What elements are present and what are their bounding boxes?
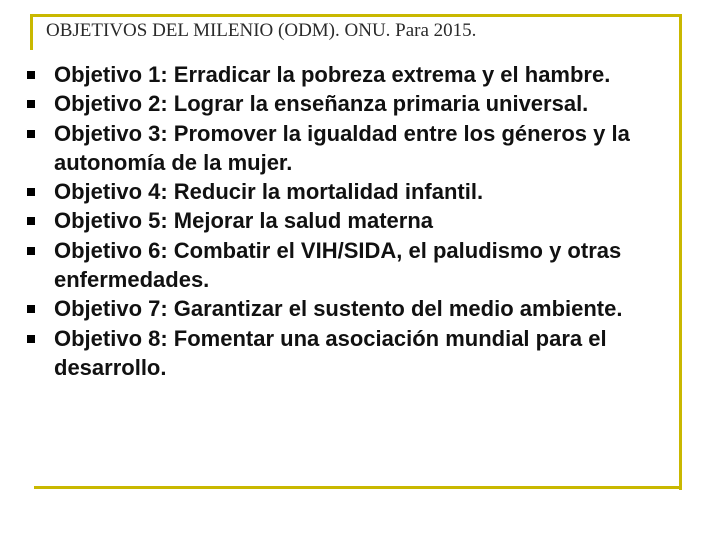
square-bullet-icon — [27, 71, 35, 79]
objective-text: Objetivo 7: Garantizar el sustento del medio ambiente. — [54, 296, 623, 322]
objective-text: Objetivo 2: Lograr la enseñanza primaria universal. — [54, 91, 589, 117]
frame-right-line — [679, 14, 682, 490]
square-bullet-icon — [27, 100, 35, 108]
objective-text: Objetivo 5: Mejorar la salud materna — [54, 208, 434, 234]
title-frame-top-line — [30, 14, 680, 17]
square-bullet-icon — [27, 217, 35, 225]
objective-text: Objetivo 8: Fomentar una asociación mundial para el desarrollo. — [54, 325, 607, 380]
objective-item-5 — [24, 206, 674, 235]
objective-item-6 — [24, 236, 674, 295]
objective-item-4 — [24, 177, 674, 206]
square-bullet-icon — [27, 130, 35, 138]
objective-text: Objetivo 6: Combatir el VIH/SIDA, el paludismo y otras enfermedades. — [54, 237, 622, 293]
objective-text: Objetivo 1: Erradicar la pobreza extrema y el hambre. — [54, 62, 611, 87]
objective-text: Objetivo 4: Reducir la mortalidad infantil. — [54, 179, 484, 205]
title-frame-left-line — [30, 14, 33, 50]
square-bullet-icon — [27, 305, 35, 313]
slide-title: OBJETIVOS DEL MILENIO (ODM). ONU. Para 2015. — [46, 20, 477, 41]
objective-item-7 — [24, 294, 674, 323]
frame-bottom-line — [34, 486, 682, 489]
objectives-list — [24, 60, 674, 382]
square-bullet-icon — [27, 335, 35, 343]
square-bullet-icon — [27, 188, 35, 196]
objective-text: Objetivo 3: Promover la igualdad entre los géneros y la autonomía de la mujer. — [54, 120, 630, 175]
objective-item-2 — [24, 89, 674, 118]
objective-item-8 — [24, 324, 674, 383]
objective-item-1 — [24, 60, 674, 89]
square-bullet-icon — [27, 247, 35, 255]
objective-item-3 — [24, 119, 674, 178]
